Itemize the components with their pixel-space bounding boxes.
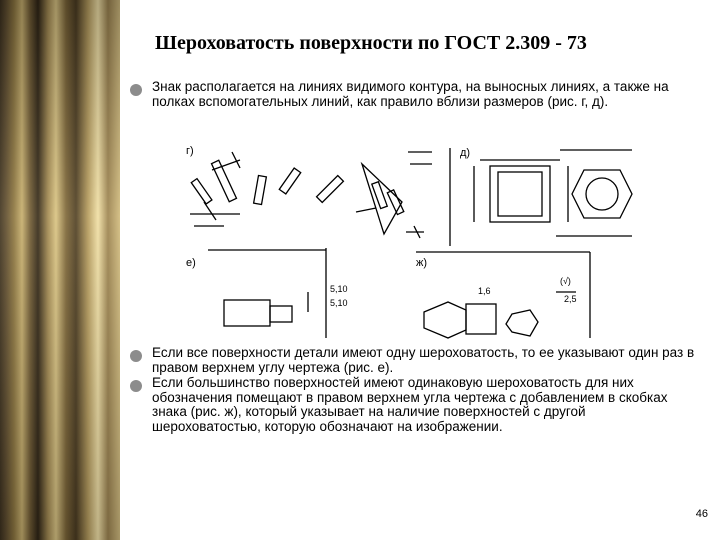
bullet-text-1: Знак располагается на линиях видимого контура, на выносных линиях, а также на полках вспомогательных линий, как правило вблизи размеров (рис. г, д). (152, 79, 669, 109)
roughness-marks-group-g (190, 152, 343, 226)
bullet-icon (130, 350, 142, 362)
bullet-icon (130, 380, 142, 392)
roughness-marks-group-d-left (356, 152, 432, 238)
part-drawing-d (450, 148, 632, 246)
slide-title: Шероховатость поверхности по ГОСТ 2.309 - 73 (155, 32, 587, 54)
figure-label-d: д) (460, 147, 471, 159)
figure-label-g: г) (186, 145, 194, 157)
bullet-icon (130, 84, 142, 96)
roughness-value-e1: 5,10 (330, 284, 348, 294)
roughness-value-zh3: (√) (560, 276, 571, 286)
roughness-value-zh2: 2,5 (564, 294, 577, 304)
figure-label-zh: ж) (416, 257, 428, 269)
page-number: 46 (695, 508, 708, 520)
roughness-value-e2: 5,10 (330, 298, 348, 308)
figure-label-e: е) (186, 257, 196, 269)
technical-drawing-figure (180, 142, 640, 342)
decorative-frame (0, 0, 120, 540)
bullet-text-2: Если все поверхности детали имеют одну шероховатость, то ее указывают один раз в правом верхнем углу чертежа (рис. е). (152, 345, 695, 375)
roughness-value-zh1: 1,6 (478, 286, 491, 296)
bullet-text-3: Если большинство поверхностей имеют одинаковую шероховатость для них обозначения помещают в правом верхнем угла чертежа с добавлением в скобках знака (рис. ж), который указывает на наличие поверхностей с другой шероховатостью, которую обозначают на изображении. (152, 375, 668, 434)
part-drawing-e (208, 248, 326, 338)
